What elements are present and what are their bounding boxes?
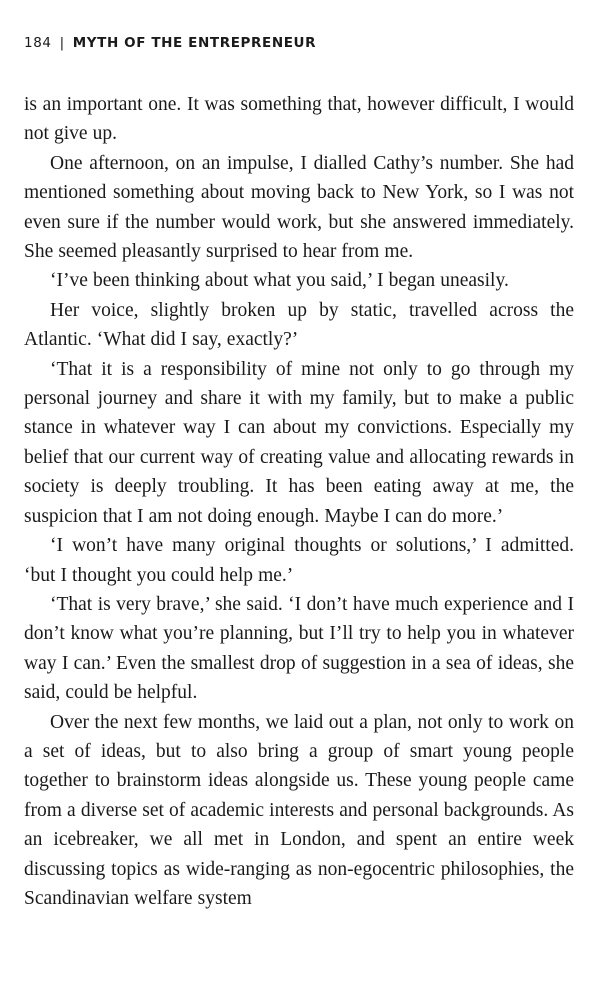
header-separator: | (59, 35, 65, 51)
paragraph-continued: is an important one. It was something that, however difficult, I would not give up. (24, 94, 574, 145)
page-number: 184 (24, 35, 52, 51)
paragraph: ‘I won’t have many original thoughts or solutions,’ I admitted. ‘but I thought you could help me.’ (24, 535, 574, 586)
paragraph: ‘That is very brave,’ she said. ‘I don’t have much experience and I don’t know what you’re planning, but I’ll try to help you in whatever way I can.’ Even the smallest drop of suggestion in a sea of ideas, she said, could be helpful. (24, 593, 574, 704)
paragraph: Over the next few months, we laid out a plan, not only to work on a set of ideas, but to also bring a group of smart young people together to brainstorm ideas alongside us. These young people came from a diverse set of academic interests and personal backgrounds. As an icebreaker, we all met in London, and spent an entire week discussing topics as wide-ranging as non-egocentric philosophies, the Scandinavian welfare system (24, 711, 574, 909)
paragraph: ‘That it is a responsibility of mine not only to go through my personal journey and share it with my family, but to make a public stance in whatever way I can about my convictions. Especially my belief that our current way of creating value and allocating rewards in society is deeply troubling. It has been eating away at me, the suspicion that I am not doing enough. Maybe I can do more.’ (24, 358, 574, 527)
book-page (24, 30, 574, 913)
running-header (24, 30, 574, 56)
body-text (24, 90, 574, 913)
paragraph: Her voice, slightly broken up by static, travelled across the Atlantic. ‘What did I say, exactly?’ (24, 299, 574, 351)
paragraph: One afternoon, on an impulse, I dialled Cathy’s number. She had mentioned something about moving back to New York, so I was not even sure if the number would work, but she answered immediately. She seemed pleasantly surprised to hear from me. (24, 152, 574, 263)
book-title: MYTH OF THE ENTREPRENEUR (72, 35, 317, 51)
paragraph: ‘I’ve been thinking about what you said,’ I began uneasily. (50, 270, 509, 292)
